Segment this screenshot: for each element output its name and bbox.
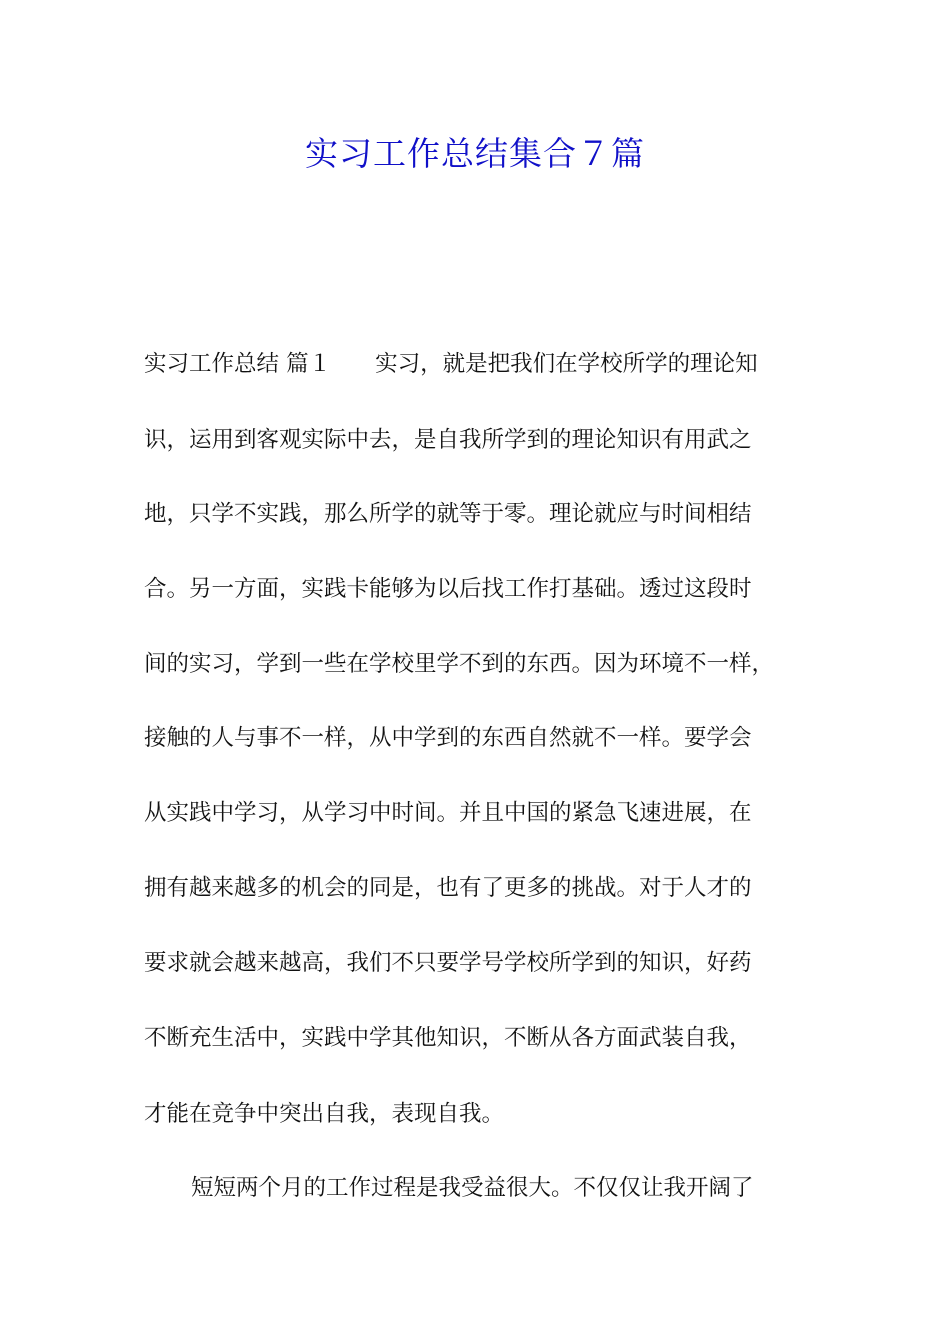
text-line: 才能在竞争中突出自我，表现自我。 — [144, 1101, 505, 1127]
text-line — [144, 346, 758, 378]
text-line: 从实践中学习，从学习中时间。并且中国的紧急飞速进展，在 — [144, 800, 752, 826]
text-line: 短短两个月的工作过程是我受益很大。不仅仅让我开阔了 — [191, 1175, 754, 1201]
text-line: 识，运用到客观实际中去，是自我所学到的理论知识有用武之 — [144, 427, 752, 453]
text-line: 接触的人与事不一样，从中学到的东西自然就不一样。要学会 — [144, 725, 752, 751]
text-line: 要求就会越来越高，我们不只要学号学校所学到的知识，好药 — [144, 950, 752, 976]
text-line: 地，只学不实践，那么所学的就等于零。理论就应与时间相结 — [144, 501, 752, 527]
text-line: 不断充生活中，实践中学其他知识，不断从各方面武装自我， — [144, 1025, 752, 1051]
section-heading: 实习工作总结 篇１ — [144, 351, 332, 377]
paragraph-text: 实习，就是把我们在学校所学的理论知 — [375, 351, 758, 377]
text-line: 合。另一方面，实践卡能够为以后找工作打基础。透过这段时 — [144, 576, 752, 602]
text-line: 拥有越来越多的机会的同是，也有了更多的挑战。对于人才的 — [144, 875, 752, 901]
document-title: 实习工作总结集合７篇 — [305, 134, 645, 173]
text-line: 间的实习，学到一些在学校里学不到的东西。因为环境不一样， — [144, 651, 775, 677]
